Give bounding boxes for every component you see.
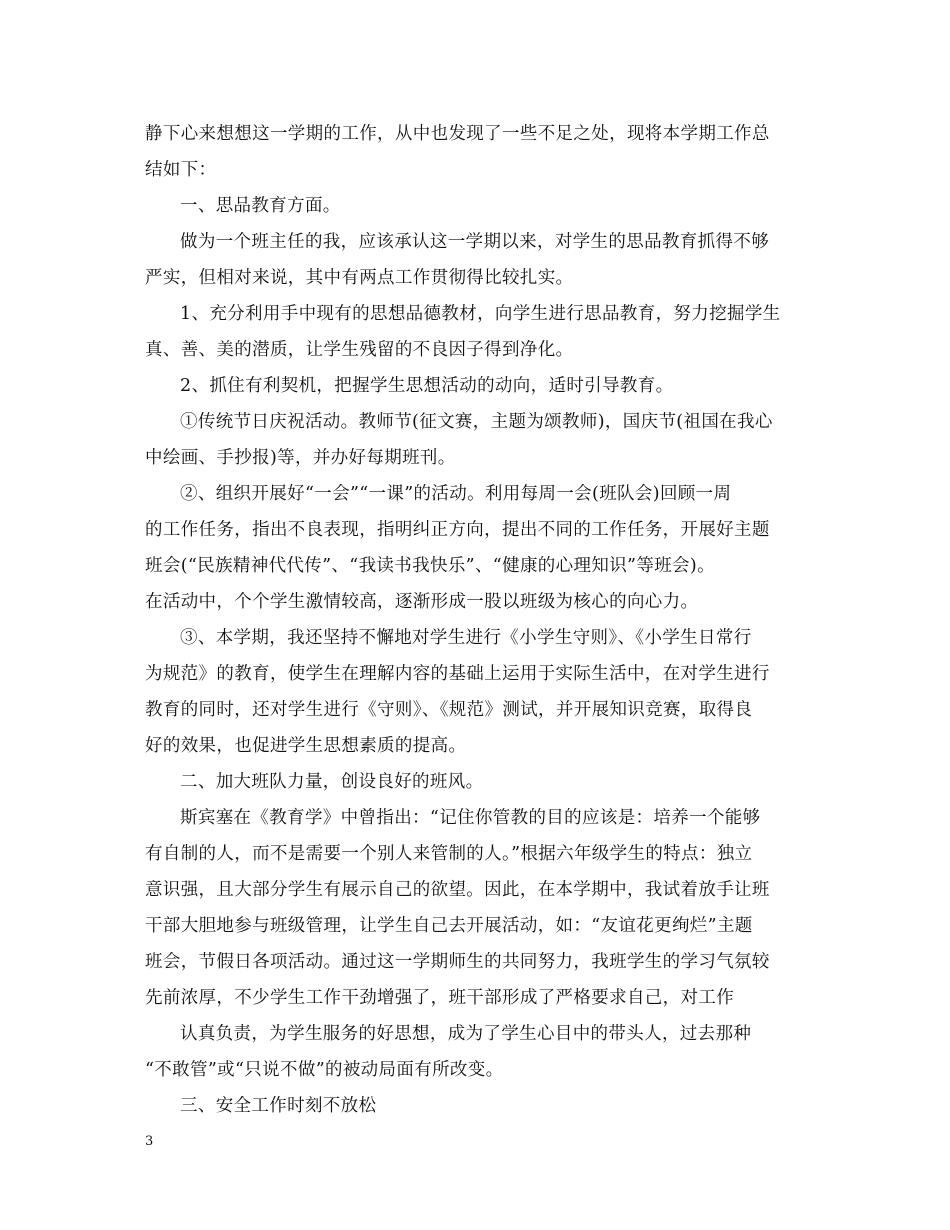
text-line: 为规范》的教育，使学生在理解内容的基础上运用于实际生活中，在对学生进行	[145, 664, 770, 684]
section-heading: 一、思品教育方面。	[180, 196, 341, 216]
section-heading: 二、加大班队力量，创设良好的班风。	[180, 772, 484, 792]
text-line: ①传统节日庆祝活动。教师节(征文赛，主题为颂教师)，国庆节(祖国在我心	[180, 412, 773, 432]
text-line: 好的效果，也促进学生思想素质的提高。	[145, 736, 467, 756]
text-line: 干部大胆地参与班级管理，让学生自己去开展活动，如：“友谊花更绚烂”主题	[145, 916, 753, 936]
text-line: 静下心来想想这一学期的工作，从中也发现了一些不足之处，现将本学期工作总	[145, 124, 770, 144]
text-line: ③、本学期，我还坚持不懈地对学生进行《小学生守则》、《小学生日常行	[180, 628, 752, 648]
text-line: 结如下：	[145, 160, 217, 180]
text-line: 认真负责，为学生服务的好思想，成为了学生心目中的带头人，过去那种	[180, 1024, 752, 1044]
text-line: 严实，但相对来说，其中有两点工作贯彻得比较扎实。	[145, 268, 574, 288]
text-line: 的工作任务，指出不良表现，指明纠正方向，提出不同的工作任务，开展好主题	[145, 520, 770, 540]
text-line: 班会(“民族精神代代传”、“我读书我快乐”、“健康的心理知识”等班会)。	[145, 556, 715, 576]
text-line: 1、充分利用手中现有的思想品德教材，向学生进行思品教育，努力挖掘学生	[180, 304, 781, 324]
text-line: “不敢管”或“只说不做”的被动局面有所改变。	[145, 1060, 504, 1080]
text-line: 斯宾塞在《教育学》中曾指出：“记住你管教的目的应该是：培养一个能够	[180, 808, 761, 828]
text-line: 有自制的人，而不是需要一个别人来管制的人。”根据六年级学生的特点：独立	[145, 844, 753, 864]
text-line: 教育的同时，还对学生进行《守则》、《规范》测试，并开展知识竞赛，取得良	[145, 700, 753, 720]
section-heading: 三、安全工作时刻不放松	[180, 1096, 377, 1116]
text-line: 2、抓住有利契机，把握学生思想活动的动向，适时引导教育。	[180, 376, 674, 396]
text-line: 做为一个班主任的我，应该承认这一学期以来，对学生的思品教育抓得不够	[180, 232, 770, 252]
text-line: 班会，节假日各项活动。通过这一学期师生的共同努力，我班学生的学习气氛较	[145, 952, 770, 972]
text-line: 在活动中，个个学生激情较高，逐渐形成一股以班级为核心的向心力。	[145, 592, 699, 612]
text-line: 真、善、美的潜质，让学生残留的不良因子得到净化。	[145, 340, 574, 360]
text-line: ②、组织开展好“一会”“一课”的活动。利用每周一会(班队会)回顾一周	[180, 484, 732, 504]
page-number: 3	[145, 1134, 154, 1149]
text-line: 中绘画、手抄报)等，并办好每期班刊。	[145, 448, 456, 468]
text-line: 意识强，且大部分学生有展示自己的欲望。因此，在本学期中，我试着放手让班	[145, 880, 770, 900]
text-line: 先前浓厚，不少学生工作干劲增强了，班干部形成了严格要求自己，对工作	[145, 988, 735, 1008]
